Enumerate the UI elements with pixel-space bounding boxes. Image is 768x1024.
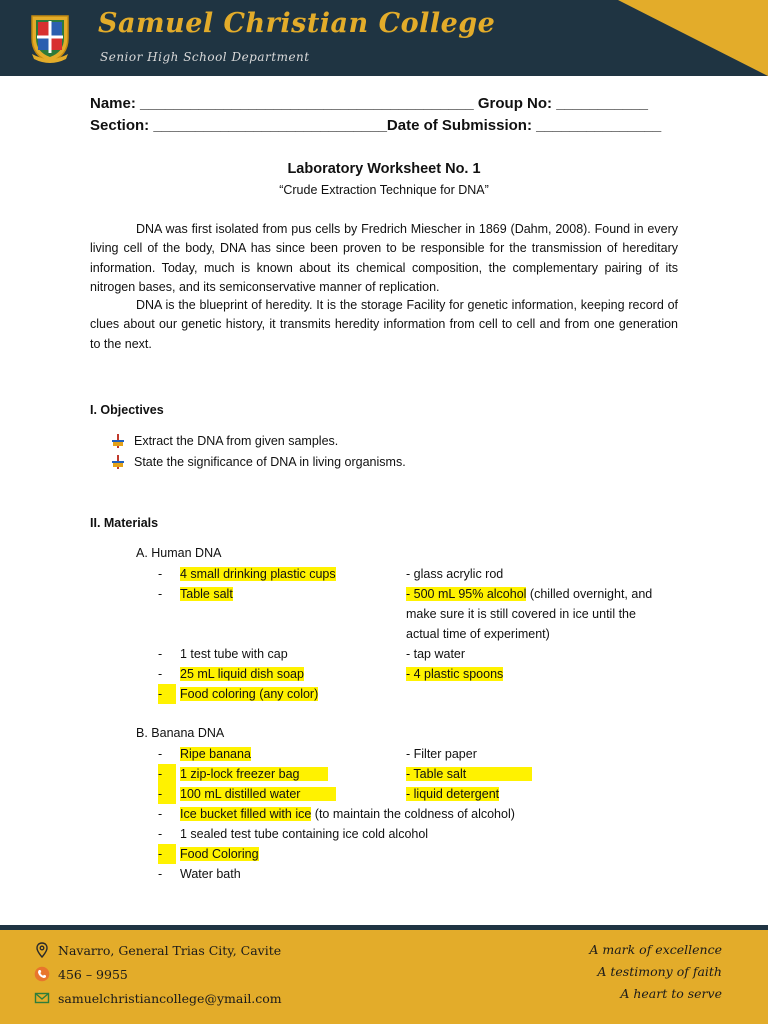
material-text: 100 mL distilled water [180,787,336,801]
list-dash: - [158,807,163,821]
school-crest [30,12,70,64]
address-text: Navarro, General Trias City, Cavite [58,942,282,958]
material-item [406,664,503,684]
list-dash: - [158,747,163,761]
material-text: 4 small drinking plastic cups [180,567,336,581]
material-item [180,844,259,864]
material-text: 25 mL liquid dish soap [180,667,304,681]
material-item: 1 test tube with cap [180,647,288,661]
footer-address [34,942,281,958]
location-pin-icon [34,942,50,958]
material-text: - 500 mL 95% alcohol [406,587,527,601]
list-dash: - [158,867,163,881]
objective-text: Extract the DNA from given samples. [134,434,339,448]
phone-icon [34,966,50,982]
intro-paragraph-1: DNA was first isolated from pus cells by Fredrich Miescher in 1869 (Dahm, 2008). Found in every living cell of the body, DNA has since been proven to be responsible for the transmission of hereditary information. Today, much is known about its chemical composition, the complementary pairing of its nitrogen bases, and its semiconservative manner of replication. [90,222,678,294]
material-text: Food coloring (any color) [180,687,319,701]
material-text: Ice bucket filled with ice [180,807,312,821]
objective-item [112,434,338,448]
section-date-line: Section: ____________________________Date of Submission: _______________ [90,117,662,134]
college-name: Samuel Christian College [98,8,496,39]
material-item [406,584,652,604]
material-note: make sure it is still covered in ice until the [406,607,636,621]
material-note: (to maintain the coldness of alcohol) [311,807,515,821]
material-text: Food Coloring [180,847,259,861]
worksheet-title: Laboratory Worksheet No. 1 [287,161,481,177]
material-item [406,764,532,784]
material-item [180,684,318,704]
material-text: 1 zip-lock freezer bag [180,767,328,781]
material-item [406,784,499,804]
page-header [0,0,768,76]
material-item [180,564,336,584]
name-group-line: Name: ________________________________________ Group No: ___________ [90,95,648,112]
mail-icon [34,990,50,1006]
objectives-heading: I. Objectives [90,403,164,417]
list-dash: - [158,764,176,784]
department-name: Senior High School Department [100,50,310,64]
banana-dna-heading: B. Banana DNA [136,726,225,740]
material-item [180,744,251,764]
material-text: Ripe banana [180,747,251,761]
material-item: Water bath [180,867,241,881]
worksheet-subtitle: “Crude Extraction Technique for DNA” [279,183,489,197]
materials-heading: II. Materials [90,516,159,530]
material-item: - tap water [406,647,466,661]
footer-phone [34,966,128,982]
human-dna-heading: A. Human DNA [136,546,222,560]
list-dash: - [158,844,176,864]
list-dash: - [158,784,176,804]
phone-text: 456 – 9955 [58,966,128,982]
list-dash: - [158,684,176,704]
footer-email [34,990,282,1006]
intro-paragraph-2: DNA is the blueprint of heredity. It is the storage Facility for genetic information, keeping record of clues about our genetic history, it transmits heredity information from cell to cell and from one generation to the next. [90,298,678,351]
material-item [180,764,328,784]
material-note: actual time of experiment) [406,627,550,641]
objective-text: State the significance of DNA in living organisms. [134,455,406,469]
material-item [180,584,233,604]
header-gold-accent [618,0,768,76]
material-item [180,804,515,824]
motto-line-1: A mark of excellence [589,942,722,957]
list-dash: - [158,667,163,681]
material-item [180,664,304,684]
list-dash: - [158,827,163,841]
material-item: 1 sealed test tube containing ice cold alcohol [180,827,429,841]
motto-line-3: A heart to serve [620,986,722,1001]
email-text[interactable]: samuelchristiancollege@ymail.com [58,990,282,1006]
material-text: - Table salt [406,767,532,781]
material-item: - Filter paper [406,747,477,761]
material-item [180,784,336,804]
material-note: (chilled overnight, and [526,587,653,601]
bullet-pin-icon [112,455,124,469]
material-text: - 4 plastic spoons [406,667,504,681]
material-text: Table salt [180,587,233,601]
list-dash: - [158,567,163,581]
bullet-pin-icon [112,434,124,448]
list-dash: - [158,647,163,661]
material-item: - glass acrylic rod [406,567,504,581]
list-dash: - [158,587,163,601]
objective-item [112,455,406,469]
motto-line-2: A testimony of faith [597,964,722,979]
material-text: - liquid detergent [406,787,500,801]
